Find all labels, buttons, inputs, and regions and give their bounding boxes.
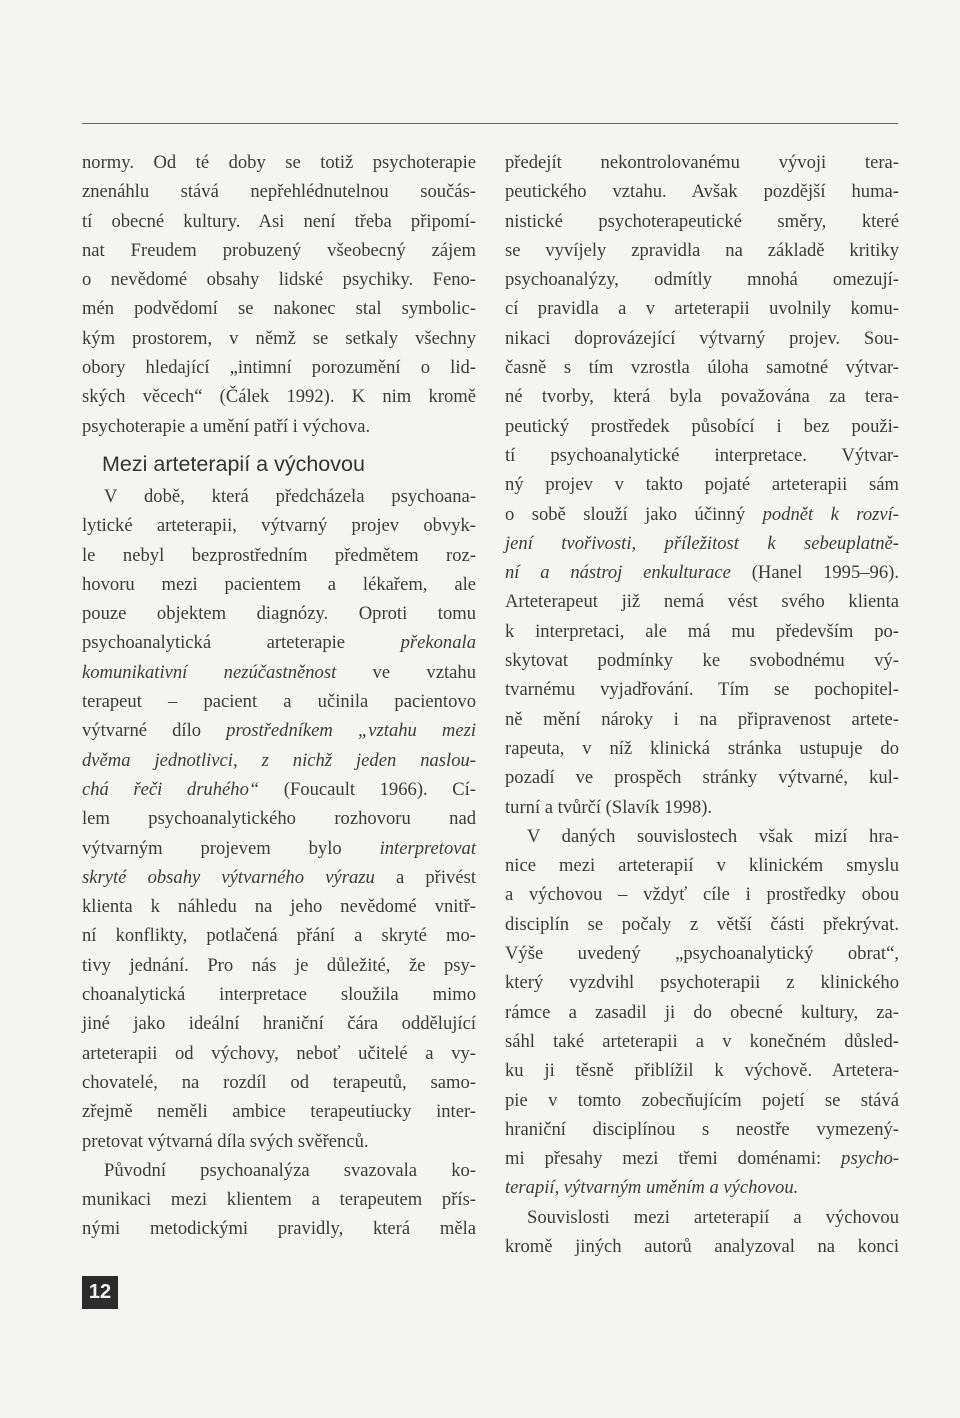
text-line: a výchovou – vždyť cíle i prostředky obou (505, 884, 899, 906)
text-line: ských věcech“ (Čálek 1992). K nim kromě (82, 386, 476, 408)
text-line: nikaci doprovázející výtvarný projev. Sou- (505, 327, 899, 349)
text-line: rapeuta, v níž klinická stránka ustupuje do (505, 737, 899, 759)
text-line: lem psychoanalytického rozhovoru nad (82, 808, 476, 830)
text-line: V daných souvislostech však mizí hra- (527, 825, 899, 847)
text-line: le nebyl bezprostředním předmětem roz- (82, 544, 476, 566)
text-line: nat Freudem probuzený všeobecný zájem (82, 239, 476, 261)
emphasis-run: ní a nástroj enkulturace (505, 562, 731, 584)
text-line: choanalytická interpretace sloužila mimo (82, 984, 476, 1006)
emphasis-run: terapií, výtvarným uměním a výchovou. (505, 1177, 799, 1199)
text-line: nými metodickými pravidly, která měla (82, 1218, 476, 1240)
text-line: munikaci mezi klientem a terapeutem přís- (82, 1189, 476, 1211)
emphasis-run: překonala (400, 632, 476, 654)
text-run: výtvarné dílo (82, 720, 227, 742)
text-line: tí psychoanalytické interpretace. Výtvar- (505, 444, 899, 466)
text-line: znenáhlu stává nepřehlédnutelnou součás- (82, 181, 476, 203)
emphasis-run: skryté obsahy výtvarného výrazu (82, 866, 375, 888)
text-line: nistické psychoterapeutické směry, které (505, 210, 899, 232)
emphasis-run: psycho- (841, 1148, 899, 1170)
text-line: kromě jiných autorů analyzoval na konci (505, 1235, 899, 1257)
text-line: pie v tomto zobecňujícím pojetí se stává (505, 1089, 899, 1111)
text-line (505, 529, 899, 558)
text-line: normy. Od té doby se totiž psychoterapie (82, 152, 476, 173)
text-line: pouze objektem diagnózy. Oproti tomu (82, 603, 476, 625)
text-line: Souvislosti mezi arteterapií a výchovou (527, 1206, 899, 1228)
text-line: turní a tvůrčí (Slavík 1998). (505, 796, 713, 818)
emphasis-run: podnět k rozví- (762, 503, 899, 525)
text-line: skytovat podmínky ke svobodnému vý- (505, 650, 899, 672)
text-line: rámce a zasadil ji do obecné kultury, za- (505, 1001, 899, 1023)
text-line (82, 628, 476, 657)
text-line: jiné jako ideální hraniční čára oddělující (82, 1013, 476, 1035)
text-run: výtvarným projevem bylo (82, 837, 380, 859)
text-line: sáhl také arteterapii a v konečném důsled- (505, 1030, 899, 1052)
text-line (82, 716, 476, 745)
text-line: kým prostorem, v němž se setkaly všechny (82, 327, 476, 349)
text-line: klienta k náhledu na jeho nevědomé vnitř- (82, 896, 476, 918)
right-column (505, 148, 899, 1261)
text-line: časně s tím vzrostla úloha samotné výtvar- (505, 357, 899, 379)
text-line: chovatelé, na rozdíl od terapeutů, samo- (82, 1071, 476, 1093)
text-line: Arteterapeut již nemá vést svého klienta (505, 591, 899, 613)
text-line: který vyzdvihl psychoterapii z klinického (505, 972, 899, 994)
text-line (82, 775, 476, 804)
emphasis-run: prostředníkem „vztahu mezi (226, 720, 476, 742)
text-line: o nevědomé obsahy lidské psychiky. Feno- (82, 269, 476, 291)
text-line: zřejmě neměli ambice terapeutiucky inter- (82, 1101, 476, 1123)
text-line (82, 834, 476, 863)
text-line (505, 558, 899, 587)
text-line: tivy jednání. Pro nás je důležité, že psy- (82, 954, 476, 976)
text-line: k interpretaci, ale má mu především po- (505, 620, 899, 642)
text-line: lytické arteterapii, výtvarný projev obvyk- (82, 515, 476, 537)
text-line: cí pravidla a v arteterapii uvolnily komu- (505, 298, 899, 320)
text-line: Původní psychoanalýza svazovala ko- (104, 1159, 476, 1181)
text-run: mi přesahy mezi třemi doménami: (505, 1148, 842, 1170)
text-line: nice mezi arteterapií v klinickém smyslu (505, 855, 899, 877)
text-line (82, 658, 476, 687)
text-line: obory hledající „intimní porozumění o lid- (82, 357, 476, 379)
text-run: (Foucault 1966). Cí- (259, 778, 476, 800)
text-line: předejít nekontrolovanému vývoji tera- (505, 152, 899, 173)
text-line: tí obecné kultury. Asi není třeba připomí- (82, 210, 476, 232)
text-line: tvarnému vyjadřování. Tím se pochopitel- (505, 679, 899, 701)
text-line: se vyvíjely zpravidla na základě kritiky (505, 239, 899, 261)
text-line: ný projev v takto pojaté arteterapii sám (505, 474, 899, 496)
text-run: o sobě slouží jako účinný (505, 503, 763, 525)
emphasis-run: chá řeči druhého“ (82, 778, 260, 800)
text-line (505, 500, 899, 529)
text-line (82, 863, 476, 892)
text-line: psychoanalýzy, odmítly mnohá omezují- (505, 269, 899, 291)
text-line: psychoterapie a umění patří i výchova. (82, 415, 371, 437)
text-line: arteterapii od výchovy, neboť učitelé a vy- (82, 1042, 476, 1064)
text-line: disciplín se počaly z větší části překrývat. (505, 913, 899, 935)
text-line: hovoru mezi pacientem a lékařem, ale (82, 573, 476, 595)
emphasis-run: jení tvořivosti, příležitost k sebeuplatně- (505, 532, 899, 554)
text-run: psychoanalytická arteterapie (82, 632, 401, 654)
text-line: hraniční disciplínou s neostře vymezený- (505, 1118, 899, 1140)
text-line: pretovat výtvarná díla svých svěřenců. (82, 1130, 369, 1152)
emphasis-run: interpretovat (379, 837, 476, 859)
text-line: mén podvědomí se nakonec stal symbolic- (82, 298, 476, 320)
text-line: peutický prostředek působící i bez použi- (505, 415, 899, 437)
text-line (505, 1173, 899, 1202)
text-run: ve vztahu (336, 661, 476, 683)
text-line: pozadí ve prospěch stránky výtvarné, kul- (505, 767, 899, 789)
page-number: 12 (82, 1276, 118, 1309)
text-run: a přivést (374, 866, 476, 888)
text-line: V době, která předcházela psychoana- (104, 485, 476, 507)
section-heading: Mezi arteterapií a výchovou (102, 451, 365, 476)
text-run: (Hanel 1995–96). (730, 562, 899, 584)
header-rule (82, 123, 898, 124)
left-column (82, 148, 476, 1244)
text-line: Výše uvedený „psychoanalytický obrat“, (505, 943, 899, 965)
text-line (82, 746, 476, 775)
text-line: terapeut – pacient a učinila pacientovo (82, 691, 476, 713)
text-line (505, 1144, 899, 1173)
text-line: ní konflikty, potlačená přání a skryté mo- (82, 925, 476, 947)
emphasis-run: komunikativní nezúčastněnost (82, 661, 337, 683)
text-line: peutického vztahu. Avšak pozdější huma- (505, 181, 899, 203)
text-line: né tvorby, která byla považována za tera- (505, 386, 899, 408)
text-line: ně mění nároky i na připravenost artete- (505, 708, 899, 730)
emphasis-run: dvěma jednotlivci, z nichž jeden naslou- (82, 749, 476, 771)
text-line: ku ji těsně přiblížil k výchově. Artetera- (505, 1060, 899, 1082)
